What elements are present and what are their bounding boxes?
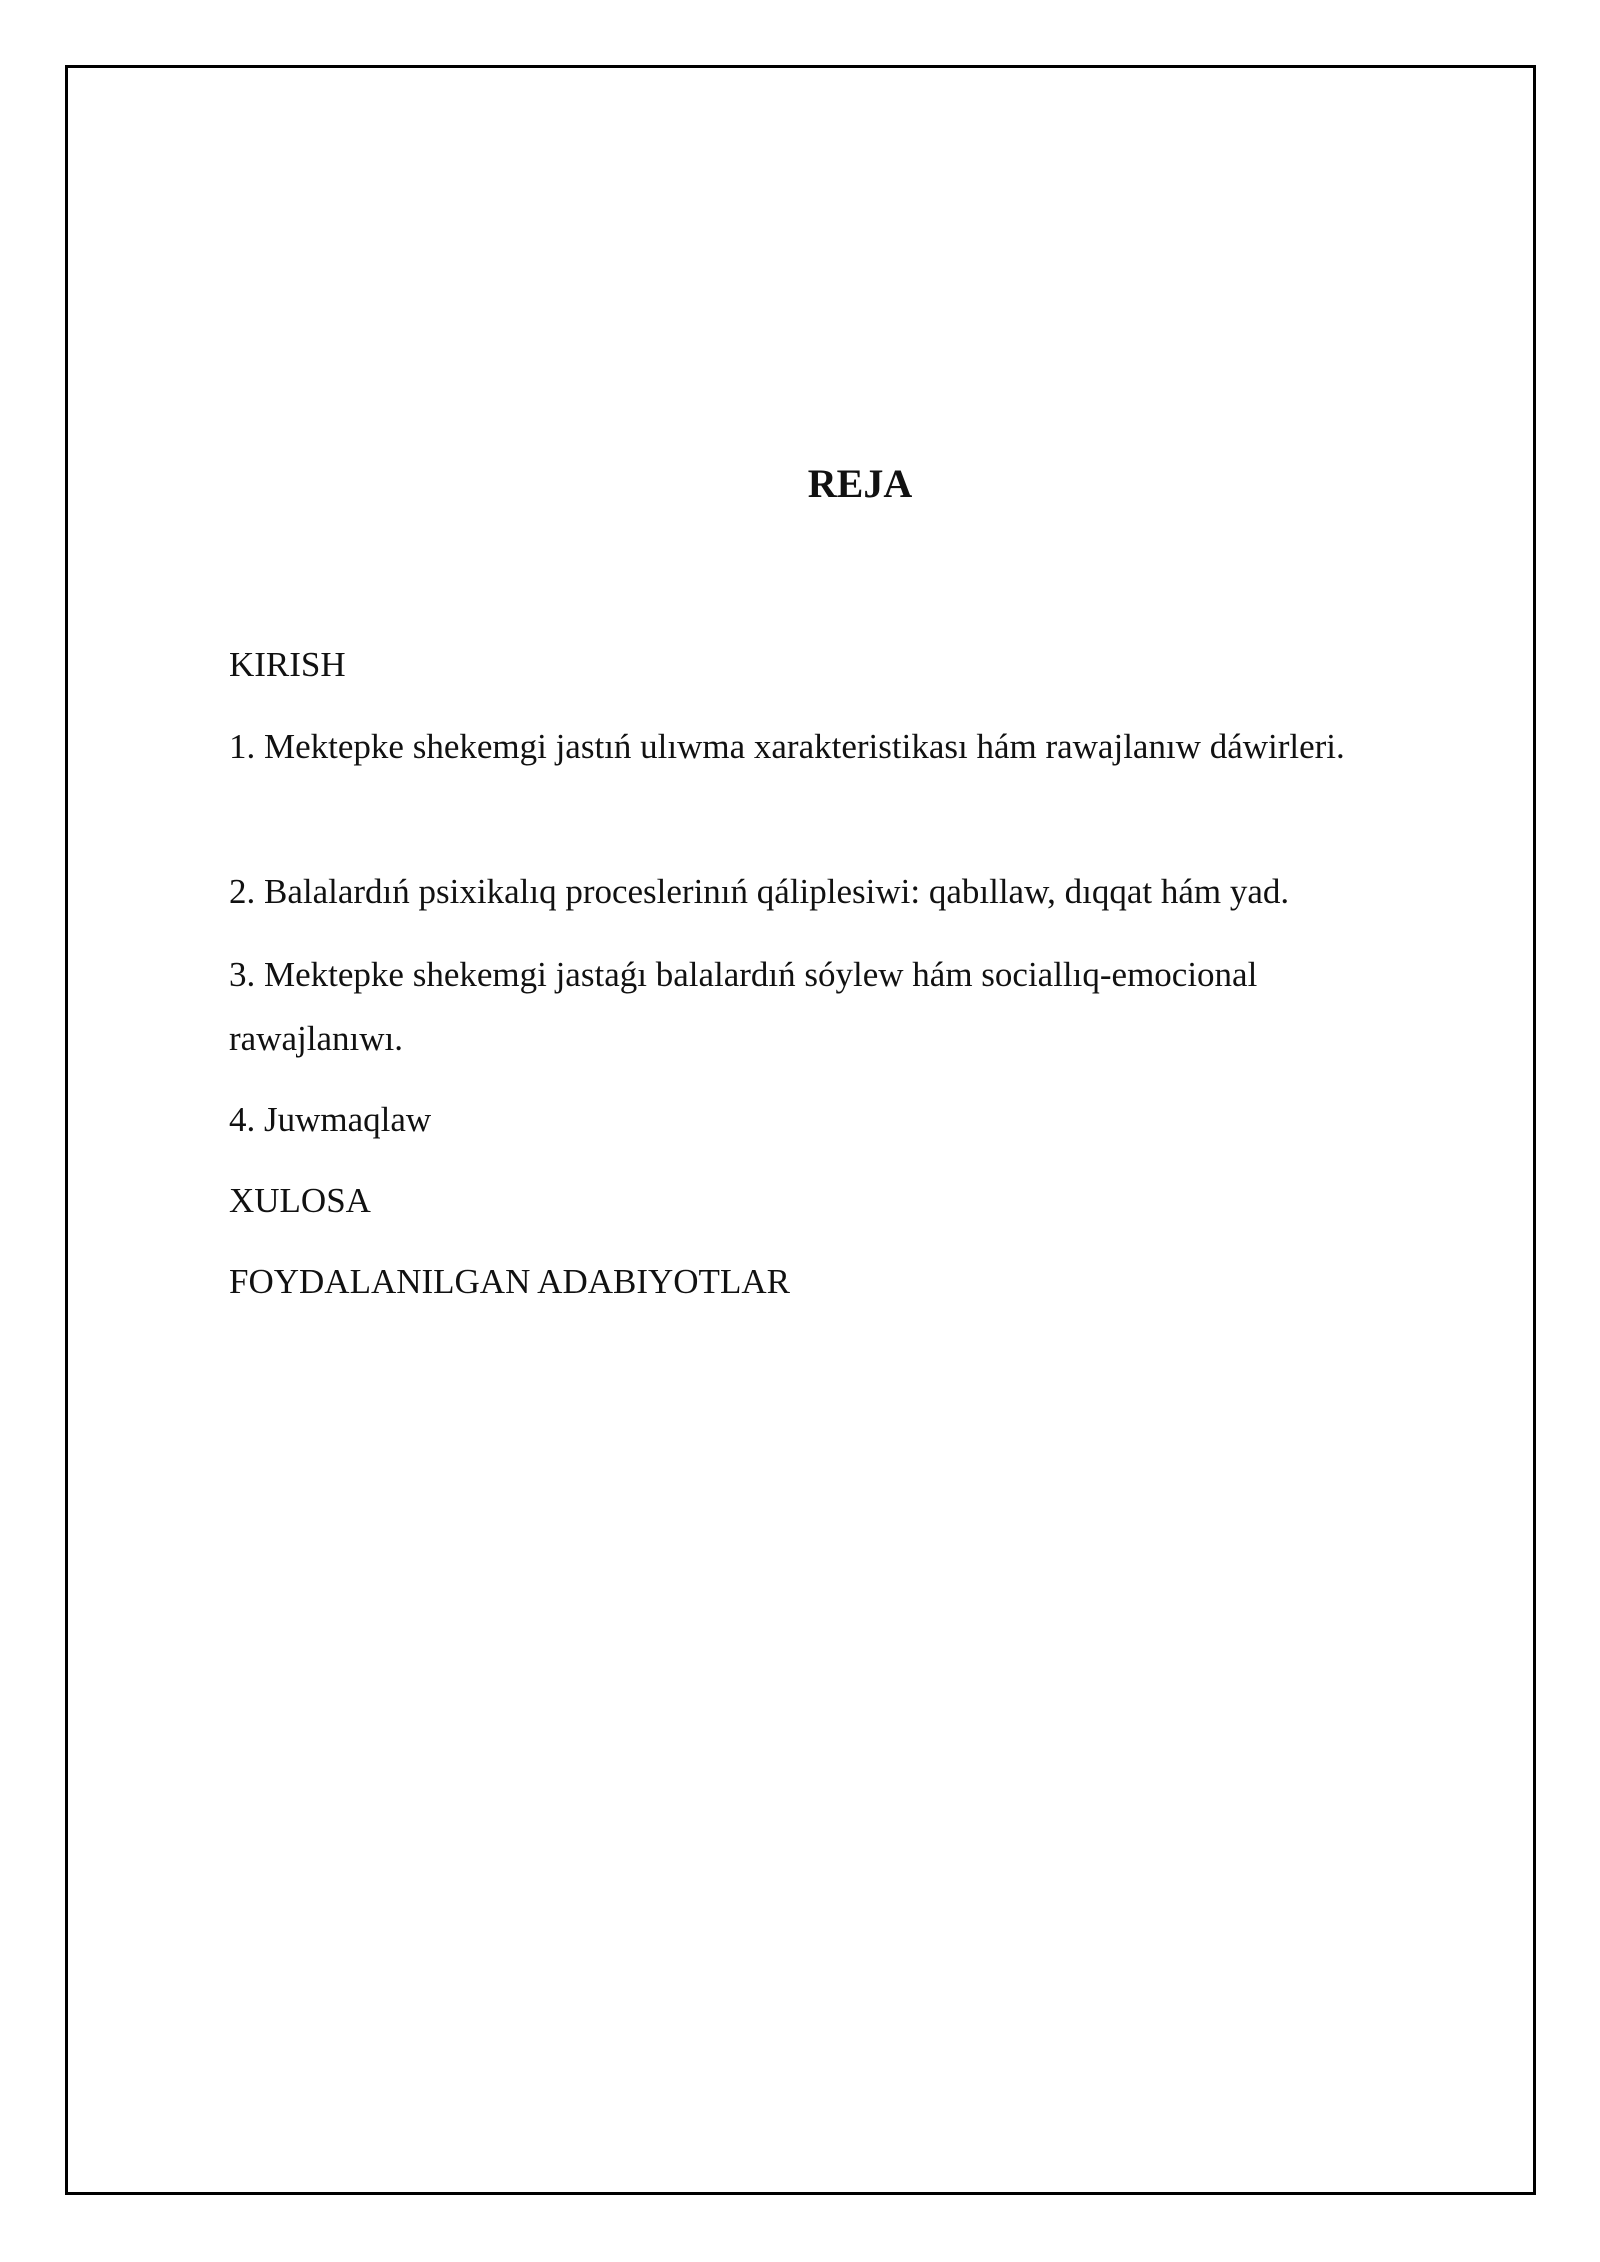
plan-item-adabiyotlar: FOYDALANILGAN ADABIYOTLAR [229,1262,790,1301]
plan-item-xulosa: XULOSA [229,1181,371,1220]
plan-item-4: 4. Juwmaqlaw [229,1100,432,1139]
plan-item-1: 1. Mektepke shekemgi jastıń ulıwma xarakteristikası hám rawajlanıw dáwirleri. [229,727,1345,766]
page-title: REJA [807,461,913,506]
plan-item-2: 2. Balalardıń psixikalıq proceslerinıń qáliplesiwi: qabıllaw, dıqqat hám yad. [229,872,1290,911]
plan-item-3: 3. Mektepke shekemgi jastaǵı balalardıń sóylew hám sociallıq-emocional rawajlanıwı. [229,955,1258,1058]
plan-item-kirish: KIRISH [229,645,346,684]
